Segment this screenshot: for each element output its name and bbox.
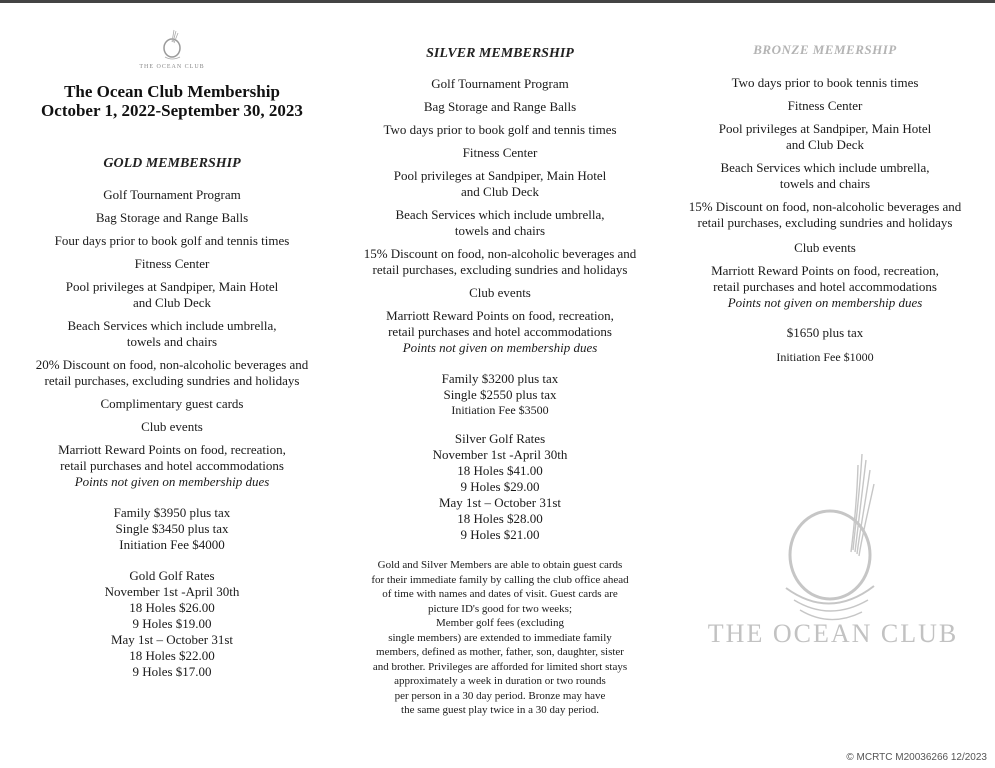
silver-rate: May 1st – October 31st: [438, 495, 562, 510]
silver-rate: 9 Holes $21.00: [460, 527, 540, 542]
bronze-column: [672, 42, 978, 365]
bronze-item: and Club Deck: [786, 137, 864, 152]
notes-line: picture ID's good for two weeks;: [427, 602, 573, 615]
gold-column: [12, 28, 332, 680]
gold-item: Bag Storage and Range Balls: [95, 210, 249, 225]
silver-item: Bag Storage and Range Balls: [423, 99, 577, 114]
silver-rate: 9 Holes $29.00: [460, 479, 540, 494]
silver-item: Marriott Reward Points on food, recreation,: [386, 308, 614, 323]
gold-rate: May 1st – October 31st: [110, 632, 234, 647]
gold-price-family: Family $3950 plus tax: [113, 505, 231, 520]
gold-rate: 9 Holes $19.00: [132, 616, 212, 631]
notes-line: for their immediate family by calling the club office ahead: [371, 573, 629, 586]
silver-membership-heading: SILVER MEMBERSHIP: [426, 46, 574, 61]
bronze-item: Marriott Reward Points on food, recreation,: [711, 263, 939, 278]
page-top-border: [0, 0, 995, 3]
gold-item: Beach Services which include umbrella,: [67, 318, 277, 333]
bronze-item: Pool privileges at Sandpiper, Main Hotel: [718, 121, 932, 136]
bronze-item: Club events: [794, 240, 856, 255]
notes-line: approximately a week in duration or two rounds: [394, 675, 606, 687]
gold-item: 20% Discount on food, non-alcoholic beverages and: [35, 357, 309, 372]
gold-item: Marriott Reward Points on food, recreation,: [58, 442, 286, 457]
logo-small-text: THE OCEAN CLUB: [139, 64, 205, 70]
ocean-club-logo-large-text: THE OCEAN CLUB: [707, 619, 959, 648]
gold-item: retail purchases, excluding sundries and holidays: [44, 373, 300, 388]
silver-item: Fitness Center: [462, 145, 538, 160]
silver-initiation-fee: Initiation Fee $3500: [451, 403, 549, 417]
notes-line: single members) are extended to immediate family: [388, 631, 612, 644]
silver-rate: November 1st -April 30th: [432, 447, 568, 462]
notes-line: and brother. Privileges are afforded for limited short stays: [372, 660, 628, 673]
bronze-price: $1650 plus tax: [786, 325, 864, 340]
silver-column: [345, 46, 655, 718]
silver-price-single: Single $2550 plus tax: [443, 387, 557, 402]
gold-item: Pool privileges at Sandpiper, Main Hotel: [65, 279, 279, 294]
gold-item: Four days prior to book golf and tennis times: [54, 233, 290, 248]
gold-membership-heading: GOLD MEMBERSHIP: [103, 156, 241, 171]
gold-item: Golf Tournament Program: [103, 187, 241, 202]
notes-line: members, defined as mother, father, son, daughter, sister: [376, 646, 624, 658]
silver-item: retail purchases, excluding sundries and holidays: [372, 262, 628, 277]
silver-item: and Club Deck: [461, 184, 539, 199]
gold-price-single: Single $3450 plus tax: [115, 521, 229, 536]
silver-rate: 18 Holes $28.00: [457, 511, 543, 526]
document-title: The Ocean Club Membership: [64, 82, 280, 101]
gold-rate: November 1st -April 30th: [104, 584, 240, 599]
gold-item: Club events: [141, 419, 203, 434]
gold-item: towels and chairs: [126, 334, 218, 349]
silver-item: Club events: [469, 285, 531, 300]
notes-line: Member golf fees (excluding: [436, 617, 564, 629]
silver-rate: 18 Holes $41.00: [457, 463, 543, 478]
bronze-item: 15% Discount on food, non-alcoholic beverages and: [688, 199, 962, 214]
silver-item: retail purchases and hotel accommodations: [388, 324, 612, 339]
gold-initiation-fee: Initiation Fee $4000: [119, 537, 225, 552]
ocean-club-logo-small: [152, 28, 192, 66]
silver-item: Pool privileges at Sandpiper, Main Hotel: [393, 168, 607, 183]
silver-item: Golf Tournament Program: [431, 76, 569, 91]
gold-rate: 18 Holes $26.00: [129, 600, 215, 615]
bronze-item: retail purchases, excluding sundries and holidays: [697, 215, 953, 230]
bronze-item: towels and chairs: [779, 176, 871, 191]
copyright-watermark: © MCRTC M20036266 12/2023: [846, 752, 987, 763]
bronze-item: retail purchases and hotel accommodations: [713, 279, 937, 294]
bronze-item: Beach Services which include umbrella,: [720, 160, 930, 175]
silver-item: Two days prior to book golf and tennis times: [383, 122, 617, 137]
gold-rate: 18 Holes $22.00: [129, 648, 215, 663]
notes-line: Gold and Silver Members are able to obtain guest cards: [377, 559, 623, 571]
bronze-item-note: Points not given on membership dues: [727, 295, 923, 310]
silver-item: Beach Services which include umbrella,: [395, 207, 605, 222]
notes-line: of time with names and dates of visit. Guest cards are: [382, 588, 618, 600]
silver-rates-title: Silver Golf Rates: [454, 431, 546, 446]
gold-rates-title: Gold Golf Rates: [129, 568, 215, 583]
silver-item-note: Points not given on membership dues: [402, 340, 598, 355]
guest-card-notes: [345, 558, 655, 718]
notes-line: per person in a 30 day period. Bronze may have: [394, 689, 606, 702]
bronze-initiation-fee: Initiation Fee $1000: [776, 350, 874, 364]
bronze-item: Two days prior to book tennis times: [731, 75, 919, 90]
bronze-item: Fitness Center: [787, 98, 863, 113]
gold-item-note: Points not given on membership dues: [74, 474, 270, 489]
bronze-membership-heading: BRONZE MEMERSHIP: [753, 42, 897, 57]
membership-period: October 1, 2022-September 30, 2023: [41, 101, 303, 120]
gold-item: Complimentary guest cards: [100, 396, 244, 411]
silver-item: 15% Discount on food, non-alcoholic beverages and: [363, 246, 637, 261]
silver-price-family: Family $3200 plus tax: [441, 371, 559, 386]
gold-item: Fitness Center: [134, 256, 210, 271]
gold-item: retail purchases and hotel accommodations: [60, 458, 284, 473]
gold-rate: 9 Holes $17.00: [132, 664, 212, 679]
gold-item: and Club Deck: [133, 295, 211, 310]
silver-item: towels and chairs: [454, 223, 546, 238]
notes-line: the same guest play twice in a 30 day period.: [401, 704, 599, 716]
